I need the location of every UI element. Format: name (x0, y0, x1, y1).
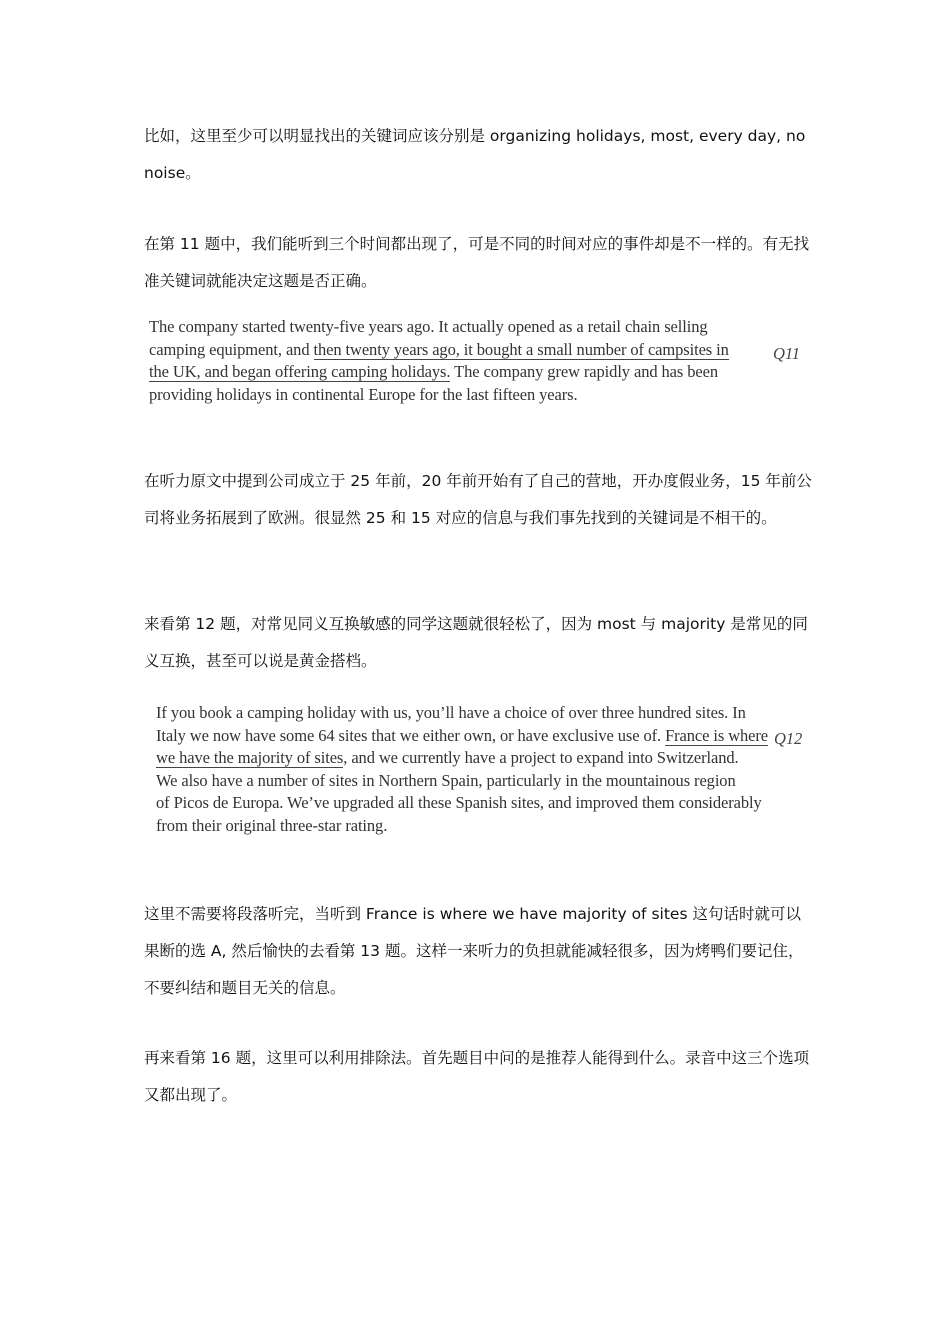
paragraph-keywords: 比如，这里至少可以明显找出的关键词应该分别是 organizing holidays, most, every day, no noise。 (144, 127, 806, 182)
paragraph-question-12: 来看第 12 题，对常见同义互换敏感的同学这题就很轻松了，因为 most 与 majority 是常见的同义互换，甚至可以说是黄金搭档。 (144, 615, 808, 670)
underlined-answer: France is where (665, 725, 769, 745)
excerpt-line (156, 747, 826, 770)
excerpt-line (156, 725, 826, 748)
transcript-excerpt-q12 (156, 702, 826, 837)
excerpt-text: Italy we now have some 64 sites that we either own, or have exclusive use of. (156, 725, 666, 745)
transcript-excerpt-q11 (146, 316, 816, 406)
excerpt-line (149, 361, 819, 384)
paragraph-answer-a: 这里不需要将段落听完，当听到 France is where we have majority of sites 这句话时就可以果断的选 A, 然后愉快的去看第 13 题。这样一来听力的负担就能减轻很多，因为烤鸭们要记住，不要纠结和题目无关的信息。 (144, 905, 804, 997)
underlined-answer: then twenty years ago, it bought a small number of campsites in (313, 339, 729, 359)
question-tag: Q12 (774, 729, 803, 748)
excerpt-line: of Picos de Europa. We’ve upgraded all these Spanish sites, and improved them considerably (156, 793, 762, 812)
question-tag: Q11 (773, 344, 800, 363)
excerpt-line: If you book a camping holiday with us, you’ll have a choice of over three hundred sites. In (156, 703, 746, 722)
excerpt-line: providing holidays in continental Europe for the last fifteen years. (149, 384, 578, 404)
excerpt-line: from their original three-star rating. (156, 815, 388, 835)
excerpt-text: , and we currently have a project to expand into Switzerland. (343, 748, 739, 767)
underlined-answer: the UK, and began offering camping holidays. (149, 362, 451, 381)
paragraph-question-11: 在第 11 题中，我们能听到三个时间都出现了，可是不同的时间对应的事件却是不一样的。有无找准关键词就能决定这题是否正确。 (144, 235, 810, 290)
paragraph-timeline: 在听力原文中提到公司成立于 25 年前，20 年前开始有了自己的营地，开办度假业务，15 年前公司将业务拓展到了欧洲。很显然 25 和 15 对应的信息与我们事先找到的关键词是不相干的。 (144, 472, 812, 527)
excerpt-line: The company started twenty-five years ago. It actually opened as a retail chain selling (149, 317, 708, 336)
paragraph-question-16: 再来看第 16 题，这里可以利用排除法。首先题目中问的是推荐人能得到什么。录音中这三个选项又都出现了。 (144, 1049, 810, 1104)
excerpt-text: The company grew rapidly and has been (450, 362, 718, 381)
excerpt-text: camping equipment, and (149, 339, 314, 359)
underlined-answer: we have the majority of sites (156, 748, 344, 767)
excerpt-line (149, 339, 819, 362)
excerpt-line: We also have a number of sites in Northern Spain, particularly in the mountainous region (156, 770, 736, 790)
